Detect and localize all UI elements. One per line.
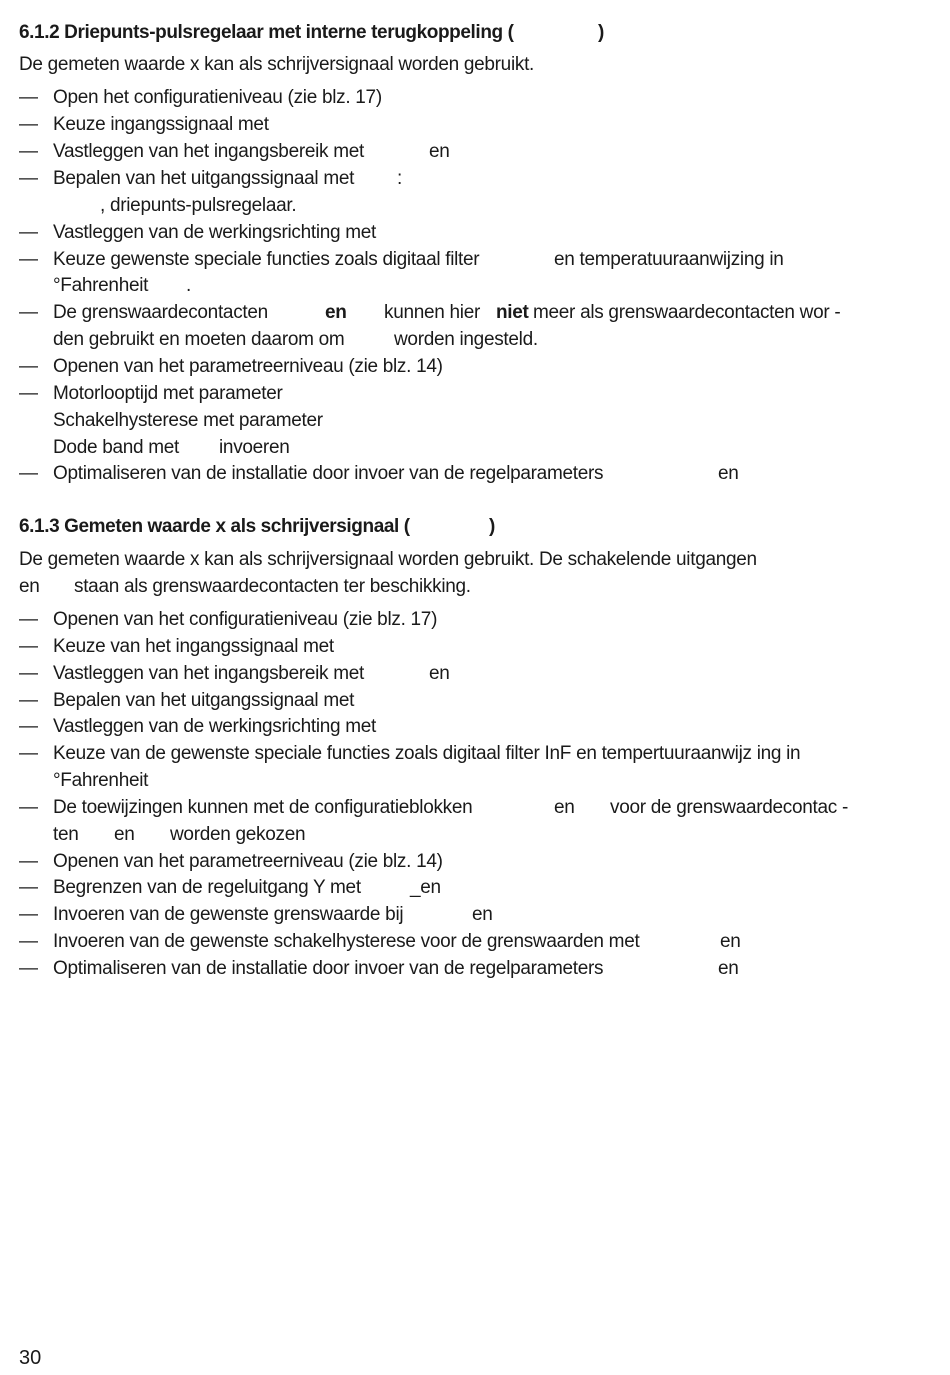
list-bullet: — (19, 958, 38, 979)
list-item-fragment: en (114, 824, 135, 845)
list-item-fragment: _en (410, 877, 441, 898)
list-bullet: — (19, 663, 38, 684)
list-item: Keuze ingangssignaal met (53, 114, 269, 135)
page-number: 30 (19, 1347, 42, 1369)
list-item-fragment: kunnen hier (384, 302, 480, 323)
list-bullet: — (19, 609, 38, 630)
list-item-continuation: °Fahrenheit (53, 275, 149, 296)
section-intro: De gemeten waarde x kan als schrijversignaal worden gebruikt. De schakelende uitgangen (19, 549, 757, 570)
list-item-fragment: en (720, 931, 741, 952)
list-item-fragment: invoeren (219, 437, 290, 458)
list-item-continuation: Dode band met (53, 437, 180, 458)
list-item: Invoeren van de gewenste schakelhysterese voor de grenswaarden met (53, 931, 640, 952)
list-item: De toewijzingen kunnen met de configuratieblokken (53, 797, 473, 818)
list-bullet: — (19, 743, 38, 764)
list-bullet: — (19, 463, 38, 484)
list-bullet: — (19, 877, 38, 898)
list-item-fragment: voor de grenswaardecontac - (610, 797, 848, 818)
list-item: Invoeren van de gewenste grenswaarde bij (53, 904, 404, 925)
list-bullet: — (19, 222, 38, 243)
list-item-fragment-bold: en (325, 302, 347, 323)
list-bullet: — (19, 931, 38, 952)
list-bullet: — (19, 356, 38, 377)
section-intro-fragment: staan als grenswaardecontacten ter beschikking. (74, 576, 471, 597)
list-item: Keuze van de gewenste speciale functies zoals digitaal filter InF en tempertuuraanwijz ing in (53, 743, 801, 764)
list-bullet: — (19, 114, 38, 135)
list-item-continuation: Schakelhysterese met parameter (53, 410, 323, 431)
list-bullet: — (19, 904, 38, 925)
section-heading-6-1-3: 6.1.3 Gemeten waarde x als schrijversignaal ( (19, 516, 410, 537)
list-bullet: — (19, 636, 38, 657)
list-item: Begrenzen van de regeluitgang Y met (53, 877, 361, 898)
list-item-continuation: den gebruikt en moeten daarom om (53, 329, 345, 350)
list-item: Openen van het parametreerniveau (zie blz. 14) (53, 851, 443, 872)
list-item-continuation: °Fahrenheit (53, 770, 149, 791)
list-bullet: — (19, 797, 38, 818)
list-bullet: — (19, 249, 38, 270)
list-item-fragment: en (429, 663, 450, 684)
list-item-fragment: en (554, 797, 575, 818)
list-item-fragment: en (718, 958, 739, 979)
list-bullet: — (19, 716, 38, 737)
list-item-fragment-bold: niet (496, 302, 529, 323)
list-item: De grenswaardecontacten (53, 302, 268, 323)
list-item: Vastleggen van het ingangsbereik met (53, 663, 365, 684)
list-item-fragment: en (472, 904, 493, 925)
list-item-continuation: , driepunts-pulsregelaar. (100, 195, 297, 216)
list-item: Keuze gewenste speciale functies zoals digitaal filter (53, 249, 480, 270)
list-item: Optimaliseren van de installatie door invoer van de regelparameters (53, 463, 604, 484)
list-item-fragment: worden ingesteld. (394, 329, 538, 350)
list-item: Vastleggen van de werkingsrichting met (53, 716, 377, 737)
list-bullet: — (19, 141, 38, 162)
list-item: Keuze van het ingangssignaal met (53, 636, 334, 657)
list-item-fragment: . (186, 275, 191, 296)
list-bullet: — (19, 302, 38, 323)
list-item: Bepalen van het uitgangssignaal met (53, 168, 355, 189)
list-item-fragment: meer als grenswaardecontacten wor - (533, 302, 841, 323)
list-item: Bepalen van het uitgangssignaal met (53, 690, 355, 711)
list-bullet: — (19, 690, 38, 711)
list-item: Motorlooptijd met parameter (53, 383, 283, 404)
section-heading-close-paren: ) (489, 516, 495, 537)
list-item-fragment: en (718, 463, 739, 484)
list-item-fragment: en temperatuuraanwijzing in (554, 249, 784, 270)
section-intro: De gemeten waarde x kan als schrijversignaal worden gebruikt. (19, 54, 535, 75)
list-bullet: — (19, 851, 38, 872)
list-bullet: — (19, 87, 38, 108)
list-bullet: — (19, 383, 38, 404)
list-item: Openen van het configuratieniveau (zie blz. 17) (53, 609, 438, 630)
list-item-fragment: worden gekozen (170, 824, 306, 845)
list-item-fragment: en (429, 141, 450, 162)
list-item-fragment: : (397, 168, 402, 189)
list-item: Optimaliseren van de installatie door invoer van de regelparameters (53, 958, 604, 979)
list-item: Open het configuratieniveau (zie blz. 17) (53, 87, 382, 108)
list-item-continuation: ten (53, 824, 79, 845)
section-intro-continuation: en (19, 576, 40, 597)
list-bullet: — (19, 168, 38, 189)
list-item: Openen van het parametreerniveau (zie blz. 14) (53, 356, 443, 377)
list-item: Vastleggen van het ingangsbereik met (53, 141, 365, 162)
list-item: Vastleggen van de werkingsrichting met (53, 222, 377, 243)
section-heading-close-paren: ) (598, 22, 604, 43)
section-heading-6-1-2: 6.1.2 Driepunts-pulsregelaar met interne terugkoppeling ( (19, 22, 514, 43)
